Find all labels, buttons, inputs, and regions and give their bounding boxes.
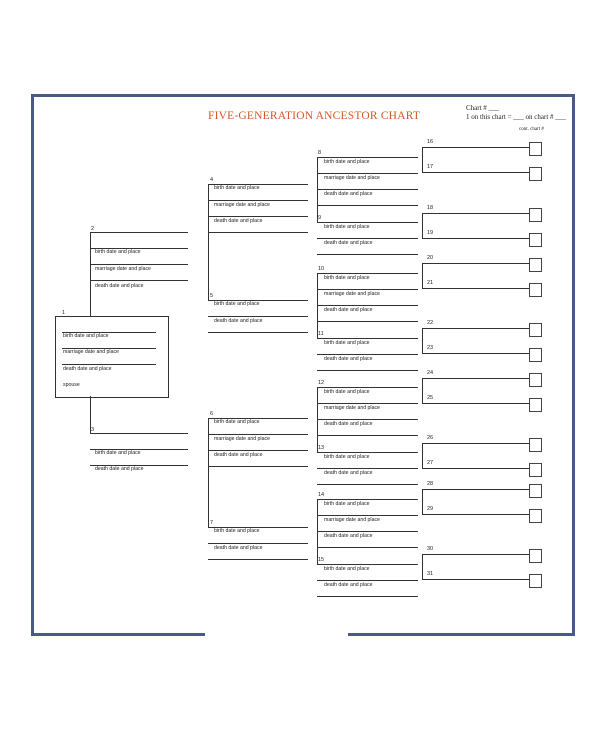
line <box>317 238 418 239</box>
line <box>317 305 418 306</box>
connector-22-23 <box>422 328 423 353</box>
p8-line <box>317 157 418 158</box>
number-24: 24 <box>427 370 434 376</box>
line <box>317 435 418 436</box>
number-13: 13 <box>318 445 325 451</box>
p15-death-label: death date and place <box>324 582 373 588</box>
frame-right <box>572 94 575 635</box>
number-15: 15 <box>318 557 325 563</box>
p20-line <box>422 263 540 264</box>
number-17: 17 <box>427 164 434 170</box>
number-14: 14 <box>318 492 325 498</box>
p4-marriage-label: marriage date and place <box>214 202 270 208</box>
p11-birth-label: birth date and place <box>324 340 370 346</box>
number-22: 22 <box>427 320 434 326</box>
line <box>317 354 418 355</box>
p17-line <box>422 172 540 173</box>
chart-number: Chart # ___ <box>466 104 500 112</box>
p16-cont-box <box>529 142 542 156</box>
p26-line <box>422 443 540 444</box>
p18-cont-box <box>529 208 542 222</box>
connector-28-29 <box>422 489 423 514</box>
cont-chart: cont. chart # <box>519 127 544 132</box>
line <box>317 515 418 516</box>
p4-birth-label: birth date and place <box>214 185 260 191</box>
p3-death-label: death date and place <box>95 466 144 472</box>
line <box>317 580 418 581</box>
p15-birth-label: birth date and place <box>324 566 370 572</box>
line <box>317 484 418 485</box>
number-16: 16 <box>427 139 434 145</box>
number-19: 19 <box>427 230 434 236</box>
p5-death-label: death date and place <box>214 318 263 324</box>
p19-cont-box <box>529 233 542 247</box>
connector-24-25 <box>422 378 423 403</box>
line <box>317 419 418 420</box>
number-12: 12 <box>318 380 325 386</box>
p6-marriage-label: marriage date and place <box>214 436 270 442</box>
p14-line <box>317 499 418 500</box>
p1-death-label: death date and place <box>63 366 112 372</box>
p16-line <box>422 147 540 148</box>
number-11: 11 <box>318 331 324 337</box>
p1-birth-label: birth date and place <box>63 333 109 339</box>
p26-cont-box <box>529 438 542 452</box>
line <box>317 205 418 206</box>
p23-line <box>422 353 540 354</box>
line <box>90 264 188 265</box>
p29-line <box>422 514 540 515</box>
p21-line <box>422 288 540 289</box>
p31-cont-box <box>529 574 542 588</box>
frame-left <box>31 94 34 635</box>
p12-birth-label: birth date and place <box>324 389 370 395</box>
line <box>317 531 418 532</box>
number-23: 23 <box>427 345 434 351</box>
p14-death-label: death date and place <box>324 533 373 539</box>
p10-death-label: death date and place <box>324 307 373 313</box>
line <box>317 370 418 371</box>
p2-marriage-label: marriage date and place <box>95 266 151 272</box>
line <box>208 216 308 217</box>
p24-cont-box <box>529 373 542 387</box>
p28-line <box>422 489 540 490</box>
p6-birth-label: birth date and place <box>214 419 260 425</box>
number-8: 8 <box>318 150 322 156</box>
connector-30-31 <box>422 554 423 579</box>
line <box>208 316 308 317</box>
p13-birth-label: birth date and place <box>324 454 370 460</box>
line <box>317 547 418 548</box>
line <box>208 232 308 233</box>
p21-cont-box <box>529 283 542 297</box>
number-21: 21 <box>427 280 434 286</box>
number-3: 3 <box>91 427 95 433</box>
p9-line <box>317 222 418 223</box>
p9-death-label: death date and place <box>324 240 373 246</box>
chart-title: FIVE-GENERATION ANCESTOR CHART <box>208 110 421 122</box>
p27-line <box>422 468 540 469</box>
p31-line <box>422 579 540 580</box>
line <box>317 596 418 597</box>
number-26: 26 <box>427 435 434 441</box>
number-7: 7 <box>210 520 214 526</box>
frame-top <box>31 94 575 97</box>
p4-death-label: death date and place <box>214 218 263 224</box>
line <box>208 332 308 333</box>
p14-marriage-label: marriage date and place <box>324 517 380 523</box>
p29-cont-box <box>529 509 542 523</box>
p25-line <box>422 403 540 404</box>
p17-cont-box <box>529 167 542 181</box>
number-27: 27 <box>427 460 434 466</box>
p28-cont-box <box>529 484 542 498</box>
line <box>208 559 308 560</box>
line <box>62 364 156 365</box>
p12-death-label: death date and place <box>324 421 373 427</box>
line <box>317 254 418 255</box>
p3-line <box>90 433 188 434</box>
line <box>208 434 308 435</box>
p12-marriage-label: marriage date and place <box>324 405 380 411</box>
number-30: 30 <box>427 546 434 552</box>
p22-cont-box <box>529 323 542 337</box>
p13-death-label: death date and place <box>324 470 373 476</box>
p5-birth-label: birth date and place <box>214 301 260 307</box>
p25-cont-box <box>529 398 542 412</box>
p8-marriage-label: marriage date and place <box>324 175 380 181</box>
p2-birth-label: birth date and place <box>95 249 141 255</box>
line <box>208 450 308 451</box>
p15-line <box>317 564 418 565</box>
p23-cont-box <box>529 348 542 362</box>
number-4: 4 <box>210 177 214 183</box>
connector-1-2 <box>90 232 91 316</box>
line <box>90 280 188 281</box>
frame-bottom-right <box>348 633 575 636</box>
line <box>317 403 418 404</box>
number-6: 6 <box>210 411 214 417</box>
line <box>317 289 418 290</box>
p6-death-label: death date and place <box>214 452 263 458</box>
frame-bottom-left <box>31 633 205 636</box>
line <box>317 321 418 322</box>
p19-line <box>422 238 540 239</box>
p9-birth-label: birth date and place <box>324 224 370 230</box>
connector-18-19 <box>422 213 423 238</box>
p18-line <box>422 213 540 214</box>
p8-birth-label: birth date and place <box>324 159 370 165</box>
number-10: 10 <box>318 266 325 272</box>
p13-line <box>317 452 418 453</box>
p2-line <box>90 232 188 233</box>
number-25: 25 <box>427 395 434 401</box>
line <box>208 466 308 467</box>
number-1: 1 <box>62 310 66 316</box>
p10-line <box>317 273 418 274</box>
number-20: 20 <box>427 255 434 261</box>
p11-line <box>317 338 418 339</box>
line <box>208 543 308 544</box>
p8-death-label: death date and place <box>324 191 373 197</box>
number-29: 29 <box>427 506 434 512</box>
p30-line <box>422 554 540 555</box>
p3-birth-label: birth date and place <box>95 450 141 456</box>
connector-20-21 <box>422 263 423 288</box>
number-28: 28 <box>427 481 434 487</box>
p14-birth-label: birth date and place <box>324 501 370 507</box>
p10-marriage-label: marriage date and place <box>324 291 380 297</box>
same-as-note: 1 on this chart = ___ on chart # ___ <box>466 113 566 121</box>
p22-line <box>422 328 540 329</box>
number-31: 31 <box>427 571 434 577</box>
p10-birth-label: birth date and place <box>324 275 370 281</box>
p1-spouse-label: spouse <box>63 382 80 388</box>
p7-birth-label: birth date and place <box>214 528 260 534</box>
number-9: 9 <box>318 215 322 221</box>
p20-cont-box <box>529 258 542 272</box>
line <box>208 200 308 201</box>
p11-death-label: death date and place <box>324 356 373 362</box>
number-5: 5 <box>210 293 214 299</box>
p12-line <box>317 387 418 388</box>
line <box>317 173 418 174</box>
number-2: 2 <box>91 226 95 232</box>
connector-16-17 <box>422 147 423 172</box>
p2-death-label: death date and place <box>95 283 144 289</box>
number-18: 18 <box>427 205 434 211</box>
line <box>317 189 418 190</box>
p27-cont-box <box>529 463 542 477</box>
p7-death-label: death date and place <box>214 545 263 551</box>
connector-4-5 <box>208 184 209 300</box>
connector-26-27 <box>422 443 423 468</box>
p24-line <box>422 378 540 379</box>
p1-marriage-label: marriage date and place <box>63 349 119 355</box>
line <box>317 468 418 469</box>
p30-cont-box <box>529 549 542 563</box>
